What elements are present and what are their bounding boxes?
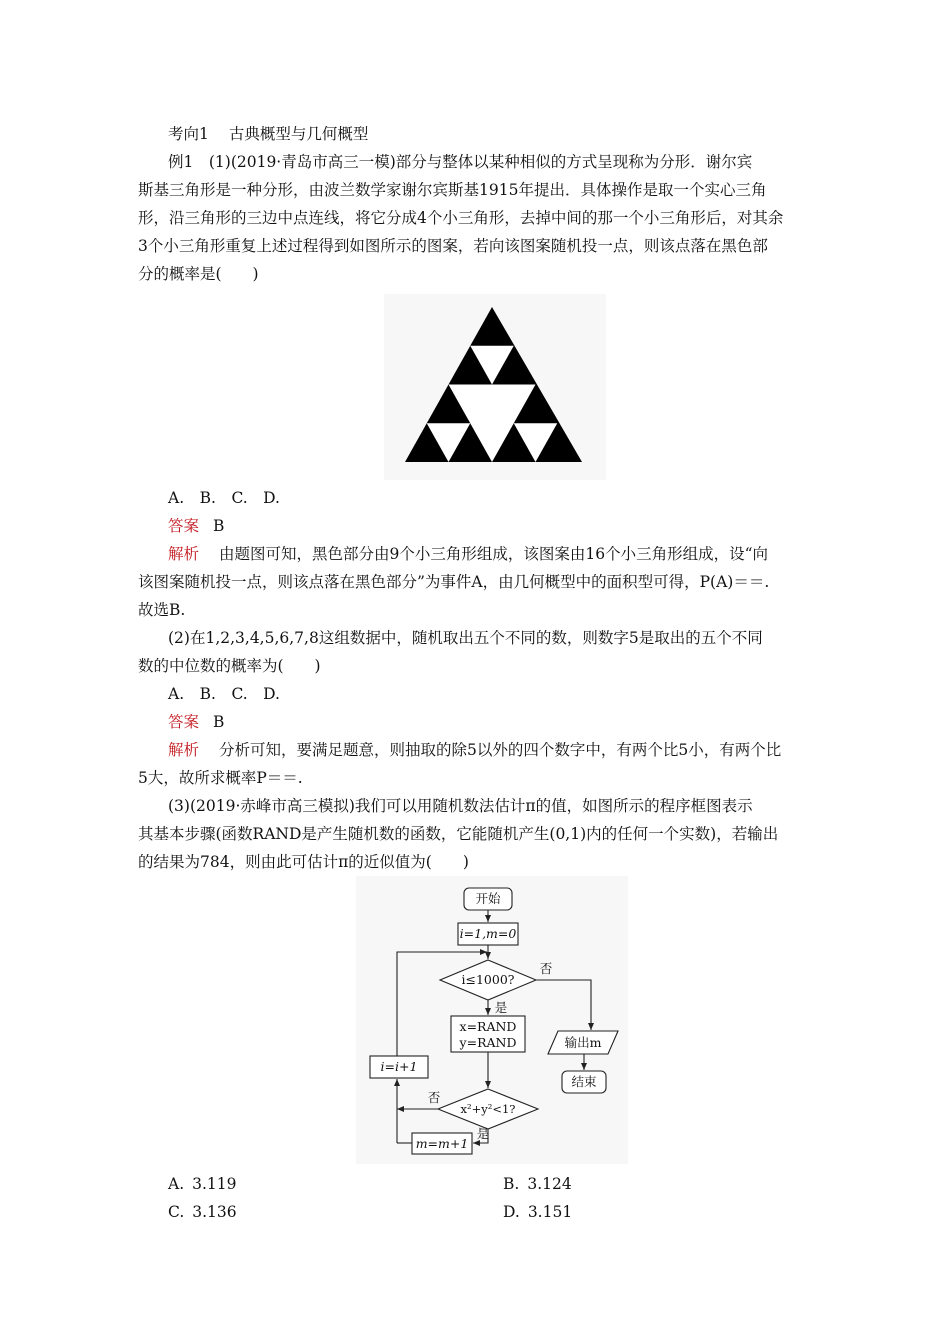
q1-line-1: 例1 (1)(2019·青岛市高三一模)部分与整体以某种相似的方式呈现称为分形．谢尔宾 [168, 153, 753, 171]
flow-cond1-text: i≤1000? [461, 972, 515, 987]
q3-line-2: 其基本步骤(函数RAND是产生随机数的函数，它能随机产生(0,1)内的任何一个实数)，若输出 [138, 825, 779, 843]
q2-line-2: 数的中位数的概率为( ) [138, 657, 321, 675]
q2-answer [168, 712, 848, 732]
q1-analysis-label: 解析 [168, 545, 200, 563]
q2-analysis-line-2: 5大，故所求概率P＝＝. [138, 769, 303, 787]
q2-analysis-text-1: 分析可知，要满足题意，则抽取的除5以外的四个数字中，有两个比5小，有两个比 [219, 741, 782, 759]
q1-answer-value: B [213, 517, 225, 535]
q1-analysis-text-1: 由题图可知，黑色部分由9个小三角形组成，该图案由16个小三角形组成，设“向 [219, 545, 769, 563]
q3-option-a: A. 3.119 [168, 1175, 237, 1193]
q3-option-a-value: 3.119 [192, 1175, 237, 1193]
q1-line-4: 3个小三角形重复上述过程得到如图所示的图案，若向该图案随机投一点，则该点落在黑色部 [138, 237, 768, 255]
q2-answer-label: 答案 [168, 713, 200, 731]
q3-option-c: C. 3.136 [168, 1203, 237, 1221]
section-label: 考向1 [168, 125, 209, 143]
flow-cond2-text: x²+y²<1? [460, 1102, 516, 1116]
section-heading [168, 124, 848, 144]
q3-option-d-value: 3.151 [527, 1203, 573, 1221]
q1-analysis-line-1 [168, 544, 818, 564]
q3-option-a-letter: A [168, 1175, 180, 1193]
q1-analysis-line-3: 故选B. [138, 601, 186, 619]
flow-no2-text: 否 [427, 1090, 441, 1105]
flow-yes2-text: 是 [476, 1126, 490, 1141]
section-title: 古典概型与几何概型 [228, 125, 369, 143]
flow-assign-y-text: y=RAND [459, 1035, 517, 1050]
q3-option-b-letter: B [503, 1175, 515, 1193]
flow-increment-m-text: m=m+1 [415, 1136, 469, 1151]
q3-option-b: B. 3.124 [503, 1175, 572, 1193]
q2-analysis-label: 解析 [168, 741, 200, 759]
flow-init-text: i=1,m=0 [459, 926, 517, 941]
flow-assign-x-text: x=RAND [459, 1019, 517, 1034]
q1-answer-label: 答案 [168, 517, 200, 535]
q3-option-c-value: 3.136 [192, 1203, 237, 1221]
q3-option-d-letter: D [503, 1203, 515, 1221]
q3-line-1: (3)(2019·赤峰市高三模拟)我们可以用随机数法估计π的值，如图所示的程序框图表示 [168, 797, 753, 815]
q3-line-3: 的结果为784，则由此可估计π的近似值为( ) [138, 853, 469, 871]
flowchart-figure [356, 876, 628, 1164]
q1-answer [168, 516, 848, 536]
flow-yes1-text: 是 [494, 1000, 508, 1015]
q1-analysis-line-2: 该图案随机投一点，则该点落在黑色部分”为事件A，由几何概型中的面积型可得，P(A)＝＝. [138, 573, 770, 591]
q3-option-b-value: 3.124 [527, 1175, 572, 1193]
sierpinski-figure [384, 294, 606, 480]
q1-line-2: 斯基三角形是一种分形，由波兰数学家谢尔宾斯基1915年提出．具体操作是取一个实心三角 [138, 181, 767, 199]
q1-line-3: 形，沿三角形的三边中点连线，将它分成4个小三角形，去掉中间的那一个小三角形后，对其余 [138, 209, 784, 227]
flow-end-text: 结束 [571, 1074, 597, 1089]
flow-output-text: 输出m [564, 1035, 602, 1050]
flow-start-text: 开始 [475, 891, 501, 906]
q2-analysis-line-1 [168, 740, 818, 760]
flow-increment-i-text: i=i+1 [380, 1059, 418, 1074]
q3-option-d: D. 3.151 [503, 1203, 573, 1221]
q2-options: A. B. C. D. [168, 685, 280, 703]
flow-no1-text: 否 [539, 961, 553, 976]
q2-answer-value: B [213, 713, 225, 731]
q1-options: A. B. C. D. [168, 489, 280, 507]
q1-line-5: 分的概率是( ) [138, 265, 259, 283]
q2-line-1: (2)在1,2,3,4,5,6,7,8这组数据中，随机取出五个不同的数，则数字5是取出的五个不同 [168, 629, 763, 647]
q3-option-c-letter: C [168, 1203, 180, 1221]
